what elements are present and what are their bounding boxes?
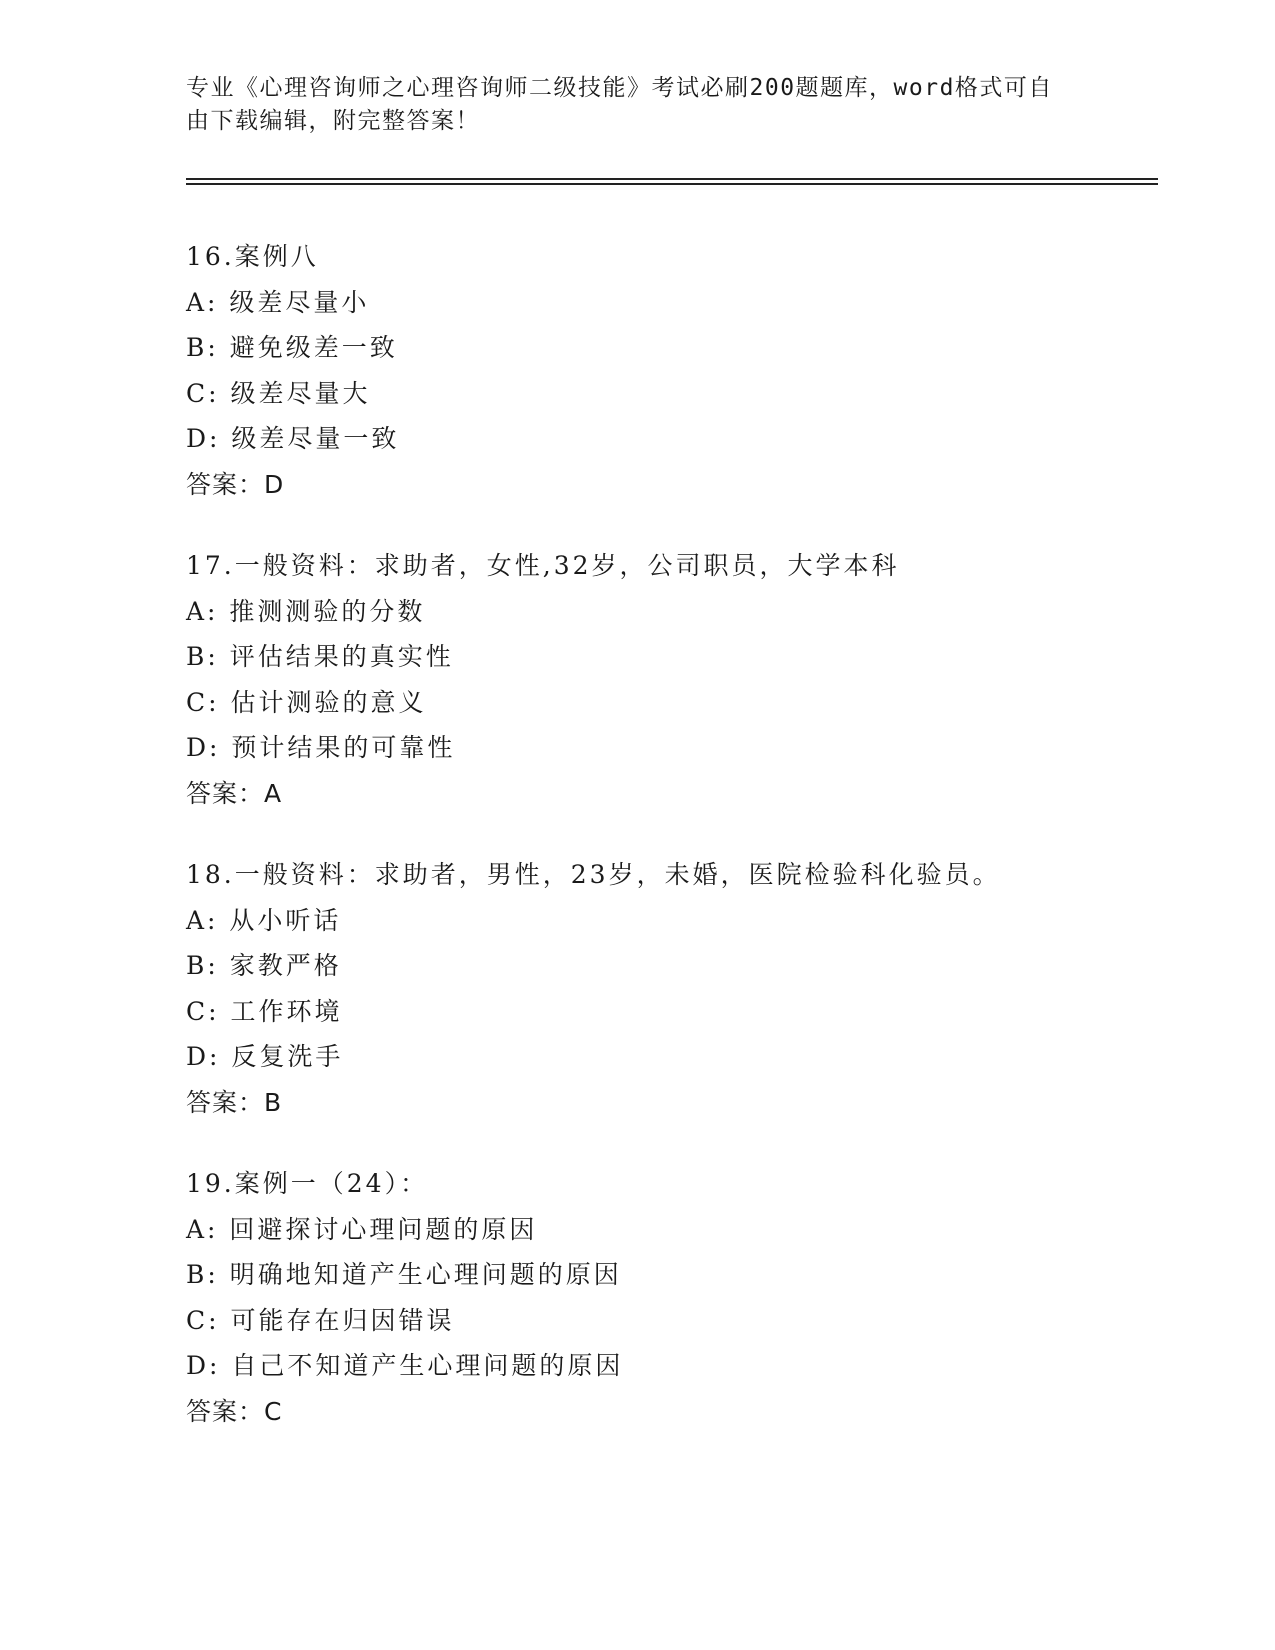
answer: 答案：B bbox=[186, 1087, 283, 1117]
option-d: D: 反复洗手 bbox=[186, 1042, 344, 1071]
question-16 bbox=[186, 234, 1166, 507]
header-line-2: 由下载编辑，附完整答案！ bbox=[186, 108, 480, 134]
question-17 bbox=[186, 543, 1166, 816]
option-a: A: 从小听话 bbox=[186, 905, 342, 935]
question-title: 17.一般资料：求助者，女性,32岁，公司职员，大学本科 bbox=[186, 551, 900, 580]
question-19 bbox=[186, 1161, 1166, 1434]
header-divider-bottom bbox=[186, 183, 1158, 185]
answer: 答案：A bbox=[186, 778, 283, 808]
question-title: 16.案例八 bbox=[186, 242, 319, 271]
header-divider-top bbox=[186, 178, 1158, 180]
header-line-1: 专业《心理咨询师之心理咨询师二级技能》考试必刷200题题库，word格式可自 bbox=[186, 75, 1053, 101]
document-header bbox=[186, 72, 1066, 138]
question-list bbox=[186, 234, 1166, 1470]
question-title: 18.一般资料：求助者，男性，23岁，未婚，医院检验科化验员。 bbox=[186, 860, 1001, 889]
option-a: A: 回避探讨心理问题的原因 bbox=[186, 1214, 538, 1244]
option-b: B: 避免级差一致 bbox=[186, 333, 398, 362]
option-c: C: 可能存在归因错误 bbox=[186, 1305, 455, 1335]
option-b: B: 评估结果的真实性 bbox=[186, 642, 454, 671]
option-b: B: 家教严格 bbox=[186, 951, 342, 980]
option-c: C: 级差尽量大 bbox=[186, 378, 371, 408]
option-d: D: 级差尽量一致 bbox=[186, 424, 400, 453]
answer: 答案：C bbox=[186, 1396, 283, 1426]
question-18 bbox=[186, 852, 1166, 1125]
option-c: C: 估计测验的意义 bbox=[186, 687, 427, 717]
option-c: C: 工作环境 bbox=[186, 996, 343, 1026]
option-a: A: 推测测验的分数 bbox=[186, 596, 426, 626]
question-title: 19.案例一（24）： bbox=[186, 1169, 429, 1198]
option-a: A: 级差尽量小 bbox=[186, 287, 370, 317]
option-d: D: 自己不知道产生心理问题的原因 bbox=[186, 1351, 624, 1380]
option-d: D: 预计结果的可靠性 bbox=[186, 733, 456, 762]
option-b: B: 明确地知道产生心理问题的原因 bbox=[186, 1260, 622, 1289]
answer: 答案：D bbox=[186, 469, 285, 499]
